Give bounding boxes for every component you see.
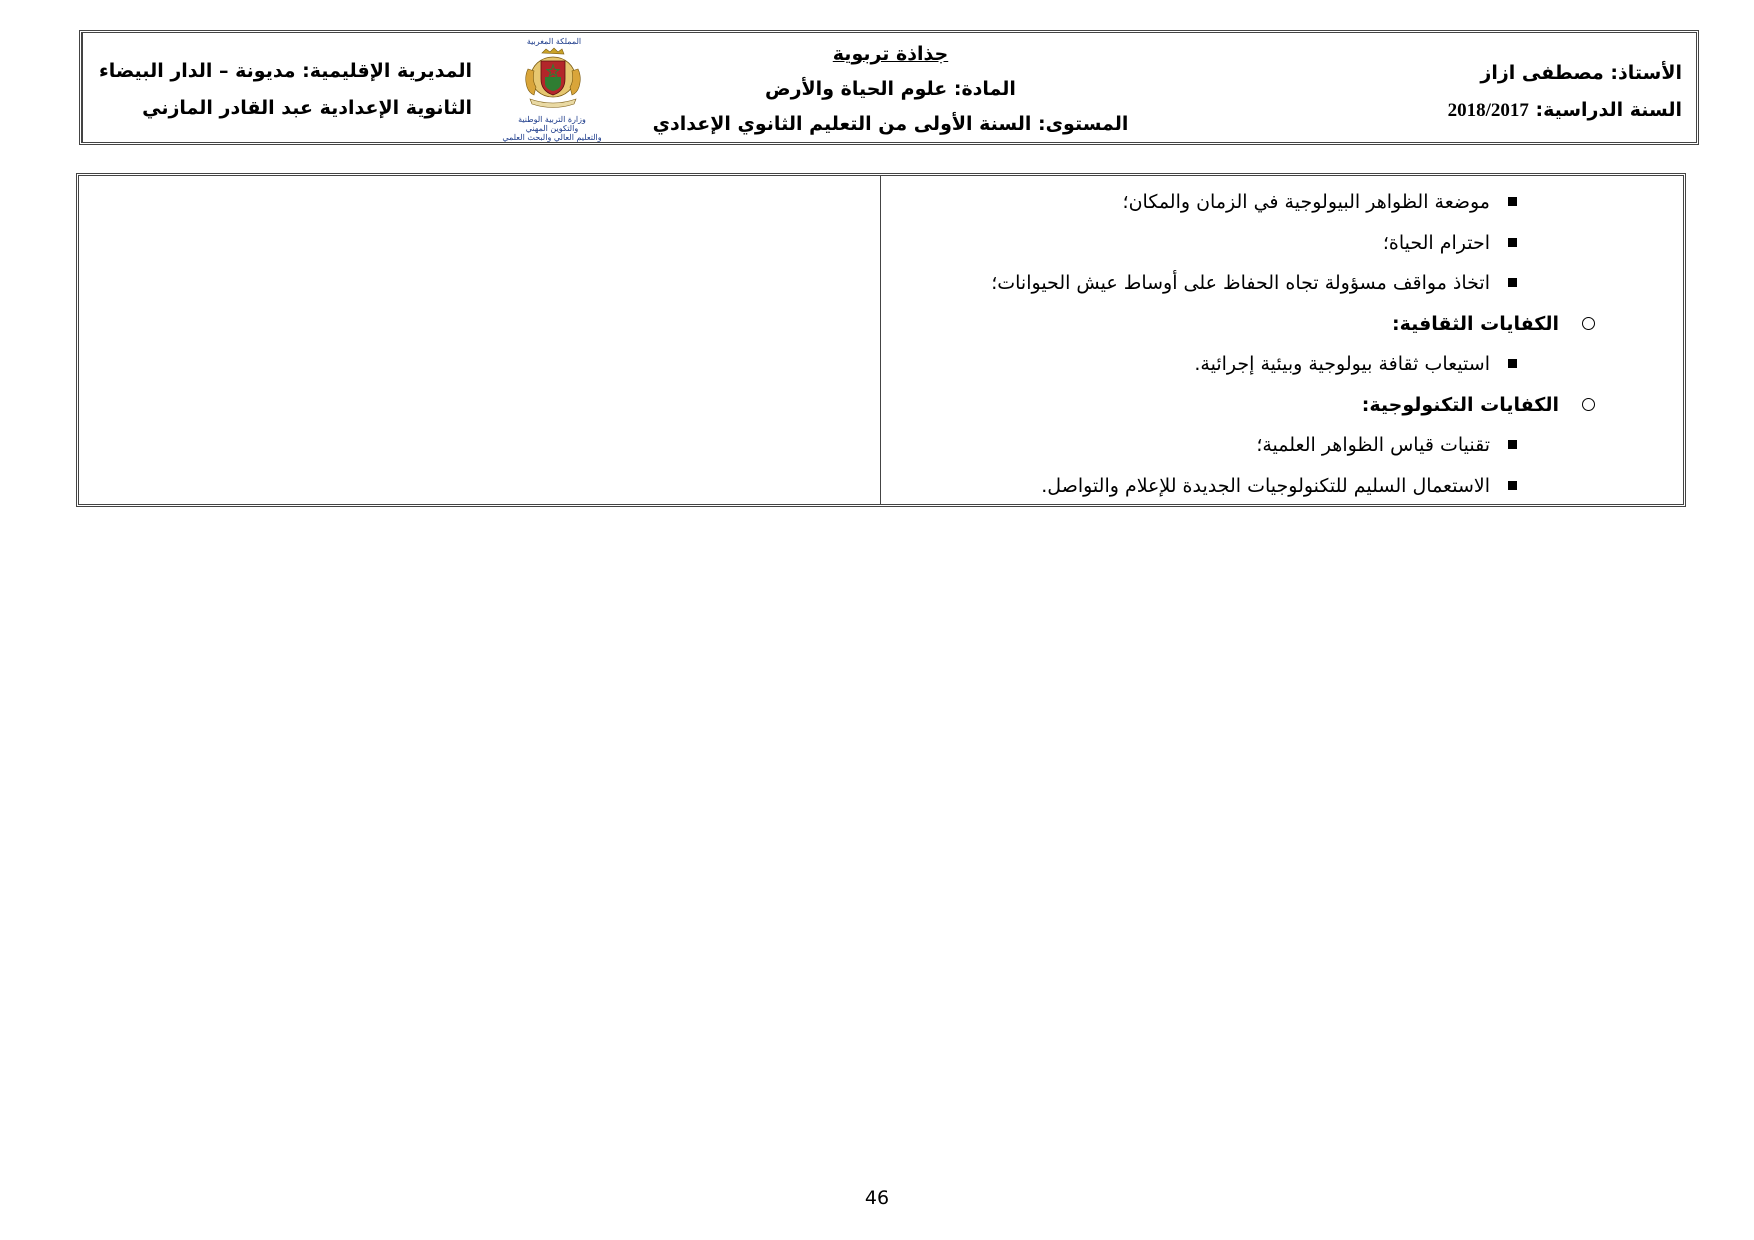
list-item	[880, 263, 1683, 304]
header-table	[79, 30, 1699, 145]
square-bullet-icon	[1508, 197, 1517, 206]
teacher-name: الأستاذ: مصطفى ازاز	[1480, 62, 1682, 84]
logo-text-line-2: والتكوين المهني	[525, 124, 579, 133]
list-item	[880, 223, 1683, 264]
square-bullet-icon	[1508, 481, 1517, 490]
list-item-text: اتخاذ مواقف مسؤولة تجاه الحفاظ على أوساط عيش الحيوانات؛	[991, 272, 1490, 294]
list-item	[880, 425, 1683, 466]
content-right-cell	[880, 176, 1683, 504]
list-item	[880, 344, 1683, 385]
list-item-text: استيعاب ثقافة بيولوجية وبيئية إجرائية.	[1194, 353, 1490, 375]
section-heading-cultural	[880, 304, 1683, 345]
level-label: المستوى: السنة الأولى من التعليم الثانوي الإعدادي	[652, 113, 1129, 135]
document-title: جذاذة تربوية	[832, 43, 949, 65]
competencies-list	[880, 182, 1683, 506]
square-bullet-icon	[1508, 359, 1517, 368]
administration-block	[99, 53, 472, 127]
square-bullet-icon	[1508, 238, 1517, 247]
section-heading-text: الكفايات الثقافية:	[1391, 312, 1559, 335]
header-admin-cell	[82, 33, 622, 142]
school-year	[1448, 92, 1682, 129]
list-item-text: احترام الحياة؛	[1382, 231, 1490, 254]
header-document-cell	[622, 33, 1159, 142]
square-bullet-icon	[1508, 278, 1517, 287]
circle-bullet-icon	[1582, 398, 1595, 411]
ministry-logo	[496, 37, 608, 142]
document-block	[622, 37, 1159, 142]
section-heading-text: الكفايات التكنولوجية:	[1361, 393, 1559, 416]
logo-text-line-1: وزارة التربية الوطنية	[518, 115, 586, 124]
subject-label: المادة: علوم الحياة والأرض	[765, 78, 1016, 100]
list-item-text: موضعة الظواهر البيولوجية في الزمان والمكان؛	[1122, 191, 1490, 213]
section-heading-technological	[880, 385, 1683, 426]
school-year-value: 2018/2017	[1447, 100, 1529, 121]
page-number: 46	[864, 1187, 890, 1209]
directorate-label: المديرية الإقليمية: مديونة – الدار البيضاء	[98, 60, 472, 82]
school-name: الثانوية الإعدادية عبد القادر المازني	[142, 97, 472, 119]
school-year-label: السنة الدراسية:	[1535, 99, 1682, 121]
content-left-cell	[79, 176, 880, 504]
square-bullet-icon	[1508, 440, 1517, 449]
logo-top-text: المملكة المغربية	[526, 37, 582, 46]
content-table	[76, 173, 1686, 507]
logo-text-line-3: والتعليم العالي والبحث العلمي	[502, 133, 602, 142]
list-item	[880, 466, 1683, 507]
circle-bullet-icon	[1582, 317, 1595, 330]
list-item-text: تقنيات قياس الظواهر العلمية؛	[1256, 434, 1490, 456]
list-item-text: الاستعمال السليم للتكنولوجيات الجديدة للإعلام والتواصل.	[1041, 474, 1490, 497]
teacher-block	[1448, 55, 1682, 129]
coat-of-arms-icon	[496, 47, 608, 113]
header-teacher-cell	[1159, 33, 1696, 142]
list-item	[880, 182, 1683, 223]
